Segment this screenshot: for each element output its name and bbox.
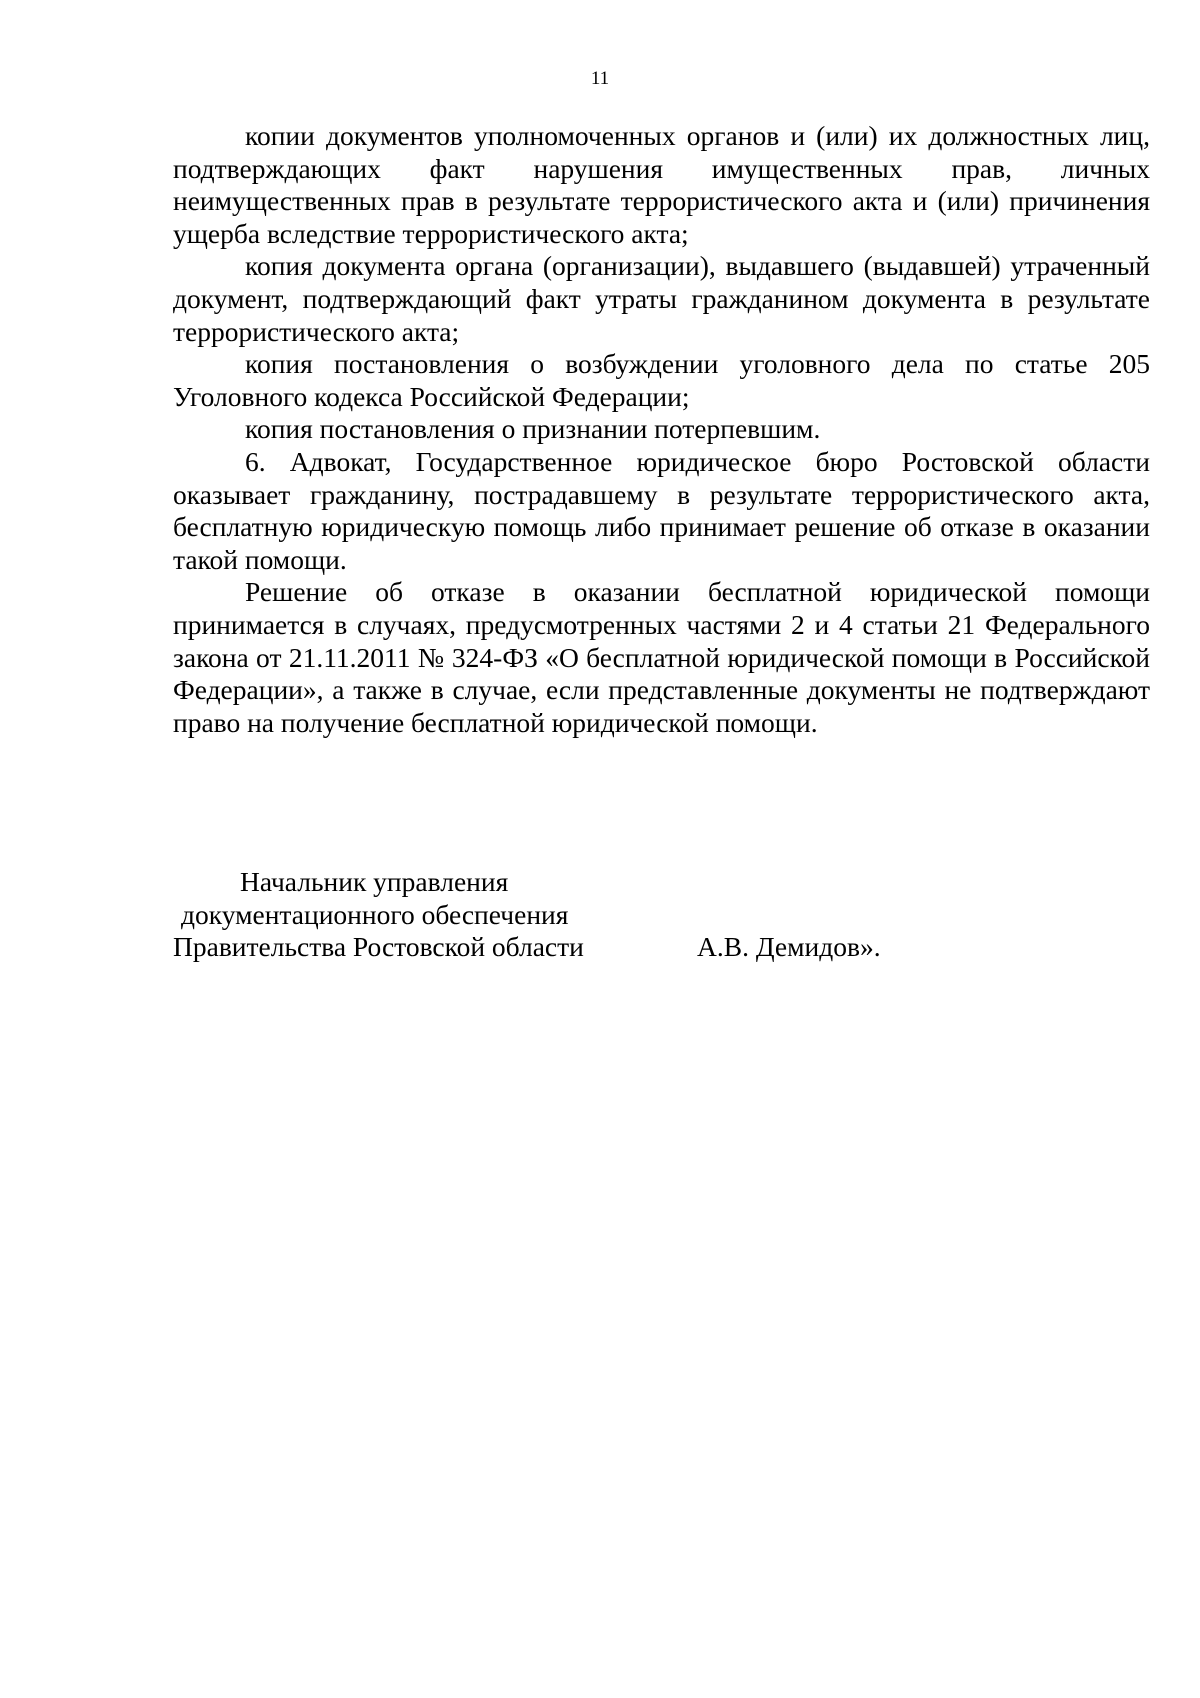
paragraph-copies-of-documents: копии документов уполномоченных органов и (или) их должностных лиц, подтверждающих факт нарушения имущественных прав, личных неимущественных прав в результате террористического акта и (или) причинения ущерба вследствие террористического акта; — [173, 120, 1150, 249]
signatory-title-line-3: Правительства Ростовской области — [173, 931, 584, 963]
paragraph-copy-of-lost-document: копия документа органа (организации), выдавшего (выдавшей) утраченный документ, подтверждающий факт утраты гражданином документа в результате террористического акта; — [173, 250, 1150, 347]
signatory-name: А.В. Демидов». — [697, 931, 881, 962]
document-body — [173, 120, 1150, 739]
page-number: 11 — [590, 68, 610, 89]
paragraph-section-6: 6. Адвокат, Государственное юридическое бюро Ростовской области оказывает гражданину, пострадавшему в результате террористического акта, бесплатную юридическую помощь либо принимает решение об отказе в оказании такой помощи. — [173, 445, 1150, 575]
signatory-title-line-1: Начальник управления — [240, 866, 509, 897]
signature-block — [173, 866, 1150, 964]
paragraph-refusal-decision: Решение об отказе в оказании бесплатной юридической помощи принимается в случаях, предусмотренных частями 2 и 4 статьи 21 Федерального закона от 21.11.2011 № 324-ФЗ «О бесплатной юридической помощи в Российской Федерации», а также в случае, если представленные документы не подтверждают право на получение бесплатной юридической помощи. — [173, 576, 1150, 738]
signatory-title-line-2: документационного обеспечения — [181, 898, 569, 930]
paragraph-victim-recognition: копия постановления о признании потерпевшим. — [245, 413, 821, 445]
paragraph-criminal-case-resolution: копия постановления о возбуждении уголовного дела по статье 205 Уголовного кодекса Российской Федерации; — [173, 348, 1150, 412]
